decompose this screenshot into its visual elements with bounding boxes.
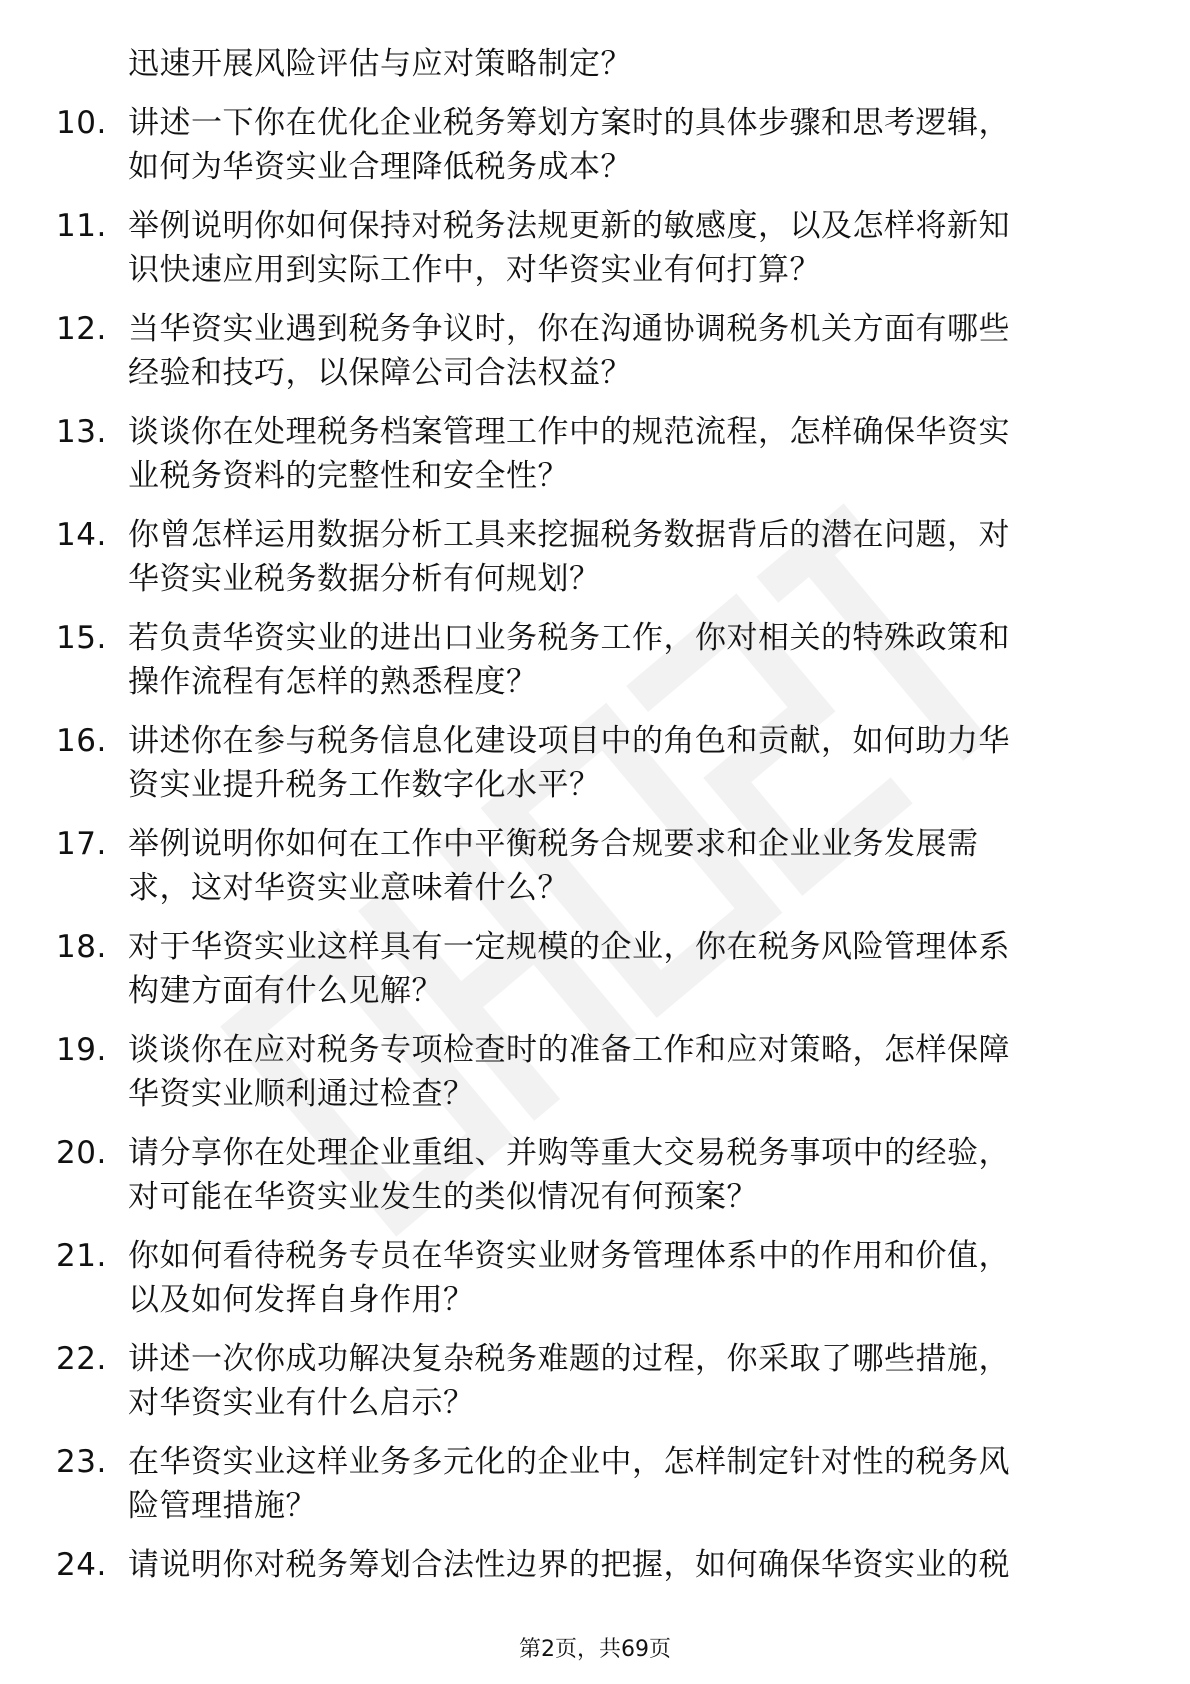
question-item [0,822,1190,910]
question-item [0,925,1190,1013]
continued-question-text: 迅速开展风险评估与应对策略制定？ [128,46,632,82]
question-item [0,719,1190,807]
page-number-footer: 第2页，共69页 [519,1637,671,1662]
question-item [0,513,1190,601]
question-number: 14. [56,517,107,553]
question-number: 23. [56,1444,107,1480]
question-text: 讲述一下你在优化企业税务筹划方案时的具体步骤和思考逻辑， 如何为华资实业合理降低税务成本？ [128,105,1010,185]
question-text: 举例说明你如何保持对税务法规更新的敏感度，以及怎样将新知 识快速应用到实际工作中，对华资实业有何打算？ [128,208,1010,288]
question-number: 13. [56,414,107,450]
question-item [0,616,1190,704]
question-number: 20. [56,1135,107,1171]
question-text: 在华资实业这样业务多元化的企业中，怎样制定针对性的税务风 险管理措施？ [128,1444,1010,1524]
question-number: 21. [56,1238,107,1274]
question-item [0,307,1190,395]
question-text: 谈谈你在应对税务专项检查时的准备工作和应对策略，怎样保障 华资实业顺利通过检查？ [128,1032,1010,1112]
question-number: 12. [56,311,107,347]
question-number: 17. [56,826,107,862]
question-text: 请分享你在处理企业重组、并购等重大交易税务事项中的经验， 对可能在华资实业发生的类似情况有何预案？ [128,1135,1010,1215]
question-item [0,1234,1190,1322]
question-item [0,1028,1190,1116]
question-text: 讲述你在参与税务信息化建设项目中的角色和贡献，如何助力华 资实业提升税务工作数字化水平？ [128,723,1010,803]
question-number: 10. [56,105,107,141]
question-item [0,410,1190,498]
question-text: 你如何看待税务专员在华资实业财务管理体系中的作用和价值， 以及如何发挥自身作用？ [128,1238,1010,1318]
question-item [0,1440,1190,1528]
question-item [0,1131,1190,1219]
question-text: 讲述一次你成功解决复杂税务难题的过程，你采取了哪些措施， 对华资实业有什么启示？ [128,1341,1010,1421]
question-text: 若负责华资实业的进出口业务税务工作，你对相关的特殊政策和 操作流程有怎样的熟悉程度？ [128,620,1010,700]
question-number: 18. [56,929,107,965]
question-number: 22. [56,1341,107,1377]
question-item [0,101,1190,189]
document-body [0,42,1190,1602]
question-text: 当华资实业遇到税务争议时，你在沟通协调税务机关方面有哪些 经验和技巧，以保障公司合法权益？ [128,311,1010,391]
question-list [0,101,1190,1587]
question-number: 15. [56,620,107,656]
question-item [0,204,1190,292]
question-text: 谈谈你在处理税务档案管理工作中的规范流程，怎样确保华资实 业税务资料的完整性和安全性？ [128,414,1010,494]
question-text: 请说明你对税务筹划合法性边界的把握，如何确保华资实业的税 [128,1547,1010,1583]
question-number: 16. [56,723,107,759]
question-number: 11. [56,208,107,244]
question-number: 24. [56,1547,107,1583]
question-item [0,1543,1190,1587]
question-item [0,1337,1190,1425]
question-text: 举例说明你如何在工作中平衡税务合规要求和企业业务发展需 求，这对华资实业意味着什么？ [128,826,979,906]
question-text: 对于华资实业这样具有一定规模的企业，你在税务风险管理体系 构建方面有什么见解？ [128,929,1010,1009]
question-text: 你曾怎样运用数据分析工具来挖掘税务数据背后的潜在问题，对 华资实业税务数据分析有何规划？ [128,517,1010,597]
question-number: 19. [56,1032,107,1068]
